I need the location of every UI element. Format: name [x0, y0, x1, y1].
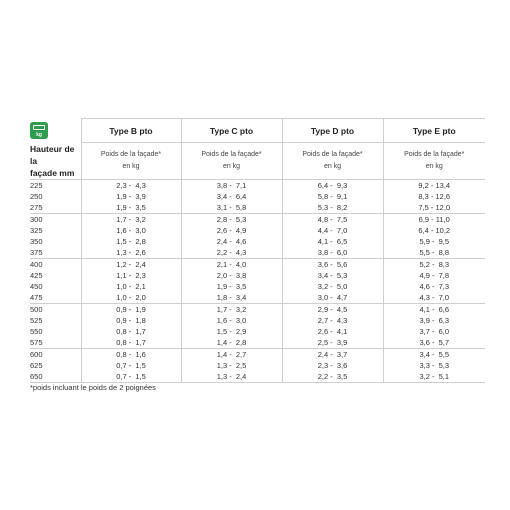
type-e-cell: 6,4 - 10,2 — [383, 225, 485, 236]
type-b-cell: 1,7 - 3,2 — [81, 213, 181, 225]
type-d-cell: 5,8 - 9,1 — [282, 191, 383, 202]
type-b-cell: 1,3 - 2,6 — [81, 247, 181, 259]
table-row — [30, 371, 485, 383]
type-b-cell: 0,7 - 1,5 — [81, 360, 181, 371]
height-cell: 600 — [30, 348, 81, 360]
type-c-cell: 3,1 - 5,8 — [181, 202, 282, 214]
type-c-cell: 2,1 - 4,0 — [181, 258, 282, 270]
facade-weight-table — [30, 118, 485, 383]
type-e-cell: 5,5 - 8,8 — [383, 247, 485, 259]
drawer-weight-kg-icon: kg — [30, 122, 48, 139]
type-e-cell: 8,3 - 12,6 — [383, 191, 485, 202]
height-cell: 275 — [30, 202, 43, 212]
type-b-cell: 1,0 - 2,0 — [81, 292, 181, 304]
height-cell: 475 — [30, 292, 43, 302]
type-d-cell: 4,1 - 6,5 — [282, 236, 383, 247]
height-cell: 400 — [30, 258, 81, 270]
type-c-cell: 1,3 - 2,5 — [181, 360, 282, 371]
type-e-cell: 5,9 - 9,5 — [383, 236, 485, 247]
type-c-cell: 1,4 - 2,7 — [181, 348, 282, 360]
unit-label-b: Poids de la façade* en kg — [81, 143, 181, 180]
type-e-cell: 3,7 - 6,0 — [383, 326, 485, 337]
type-c-cell: 2,0 - 3,8 — [181, 270, 282, 281]
unit-label-d: Poids de la façade* en kg — [282, 143, 383, 180]
unit-label-c: Poids de la façade* en kg — [181, 143, 282, 180]
type-c-cell: 3,4 - 6,4 — [181, 191, 282, 202]
type-e-cell: 5,2 - 8,3 — [383, 258, 485, 270]
table-row — [30, 213, 485, 225]
table-row — [30, 292, 485, 304]
type-e-cell: 4,1 - 6,6 — [383, 303, 485, 315]
type-e-cell: 4,6 - 7,3 — [383, 281, 485, 292]
table-row — [30, 270, 485, 281]
type-c-cell: 2,8 - 5,3 — [181, 213, 282, 225]
type-b-cell: 1,1 - 2,3 — [81, 270, 181, 281]
type-d-cell: 3,4 - 5,3 — [282, 270, 383, 281]
table-row — [30, 303, 485, 315]
table-row — [30, 337, 485, 349]
type-e-cell: 3,6 - 5,7 — [383, 337, 485, 349]
type-d-cell: 3,6 - 5,6 — [282, 258, 383, 270]
type-c-cell: 1,3 - 2,4 — [181, 371, 282, 383]
height-cell: 625 — [30, 360, 43, 370]
type-d-cell: 4,4 - 7,0 — [282, 225, 383, 236]
type-c-cell: 1,7 - 3,2 — [181, 303, 282, 315]
table-row — [30, 360, 485, 371]
height-cell: 375 — [30, 247, 43, 257]
height-cell: 225 — [30, 179, 81, 191]
table-row — [30, 281, 485, 292]
type-d-cell: 6,4 - 9,3 — [282, 179, 383, 191]
type-c-cell: 1,6 - 3,0 — [181, 315, 282, 326]
table-row — [30, 179, 485, 191]
height-cell: 550 — [30, 326, 43, 336]
type-e-cell: 3,3 - 5,3 — [383, 360, 485, 371]
type-d-cell: 2,2 - 3,5 — [282, 371, 383, 383]
type-b-cell: 0,9 - 1,8 — [81, 315, 181, 326]
type-c-cell: 1,5 - 2,9 — [181, 326, 282, 337]
col-header-type-e: Type E pto — [383, 119, 485, 143]
type-d-cell: 2,6 - 4,1 — [282, 326, 383, 337]
table-row — [30, 315, 485, 326]
height-cell: 325 — [30, 225, 43, 235]
type-e-cell: 3,4 - 5,5 — [383, 348, 485, 360]
type-b-cell: 1,2 - 2,4 — [81, 258, 181, 270]
type-b-cell: 0,8 - 1,7 — [81, 337, 181, 349]
col-header-type-b: Type B pto — [81, 119, 181, 143]
type-d-cell: 2,4 - 3,7 — [282, 348, 383, 360]
weight-table-container — [30, 118, 485, 383]
table-row — [30, 191, 485, 202]
type-d-cell: 2,5 - 3,9 — [282, 337, 383, 349]
unit-label-e: Poids de la façade* en kg — [383, 143, 485, 180]
type-c-cell: 1,4 - 2,8 — [181, 337, 282, 349]
height-cell: 500 — [30, 303, 81, 315]
type-c-cell: 2,2 - 4,3 — [181, 247, 282, 259]
type-e-cell: 4,3 - 7,0 — [383, 292, 485, 304]
col-header-type-c: Type C pto — [181, 119, 282, 143]
type-c-cell: 2,4 - 4,6 — [181, 236, 282, 247]
type-c-cell: 3,8 - 7,1 — [181, 179, 282, 191]
type-b-cell: 1,9 - 3,5 — [81, 202, 181, 214]
type-b-cell: 0,8 - 1,7 — [81, 326, 181, 337]
type-e-cell: 3,9 - 6,3 — [383, 315, 485, 326]
height-cell: 575 — [30, 337, 43, 347]
height-cell: 350 — [30, 236, 43, 246]
row-header-label: Hauteur de la façade mm — [30, 143, 81, 180]
type-b-cell: 1,6 - 3,0 — [81, 225, 181, 236]
type-b-cell: 0,7 - 1,5 — [81, 371, 181, 383]
table-row — [30, 326, 485, 337]
table-row — [30, 258, 485, 270]
type-b-cell: 0,8 - 1,6 — [81, 348, 181, 360]
table-body — [30, 179, 485, 382]
type-e-cell: 6,9 - 11,0 — [383, 213, 485, 225]
type-d-cell: 3,0 - 4,7 — [282, 292, 383, 304]
type-d-cell: 3,2 - 5,0 — [282, 281, 383, 292]
type-d-cell: 3,8 - 6,0 — [282, 247, 383, 259]
table-row — [30, 348, 485, 360]
height-cell: 450 — [30, 281, 43, 291]
height-cell: 250 — [30, 191, 43, 201]
type-d-cell: 2,7 - 4,3 — [282, 315, 383, 326]
col-header-type-d: Type D pto — [282, 119, 383, 143]
type-d-cell: 2,9 - 4,5 — [282, 303, 383, 315]
type-d-cell: 4,8 - 7,5 — [282, 213, 383, 225]
type-e-cell: 3,2 - 5,1 — [383, 371, 485, 383]
type-b-cell: 1,5 - 2,8 — [81, 236, 181, 247]
table-row — [30, 247, 485, 259]
height-cell: 525 — [30, 315, 43, 325]
height-cell: 300 — [30, 213, 81, 225]
type-e-cell: 4,9 - 7,8 — [383, 270, 485, 281]
type-d-cell: 5,3 - 8,2 — [282, 202, 383, 214]
type-b-cell: 1,9 - 3,9 — [81, 191, 181, 202]
table-row — [30, 202, 485, 214]
footnote: *poids incluant le poids de 2 poignées — [30, 383, 156, 392]
type-e-cell: 9,2 - 13,4 — [383, 179, 485, 191]
height-cell: 650 — [30, 371, 81, 383]
type-b-cell: 2,3 - 4,3 — [81, 179, 181, 191]
type-c-cell: 2,6 - 4,9 — [181, 225, 282, 236]
type-c-cell: 1,9 - 3,5 — [181, 281, 282, 292]
type-e-cell: 7,5 - 12,0 — [383, 202, 485, 214]
type-c-cell: 1,8 - 3,4 — [181, 292, 282, 304]
table-row — [30, 225, 485, 236]
table-row — [30, 236, 485, 247]
type-b-cell: 0,9 - 1,9 — [81, 303, 181, 315]
type-b-cell: 1,0 - 2,1 — [81, 281, 181, 292]
height-cell: 425 — [30, 270, 43, 280]
corner-cell — [30, 119, 81, 143]
type-d-cell: 2,3 - 3,6 — [282, 360, 383, 371]
